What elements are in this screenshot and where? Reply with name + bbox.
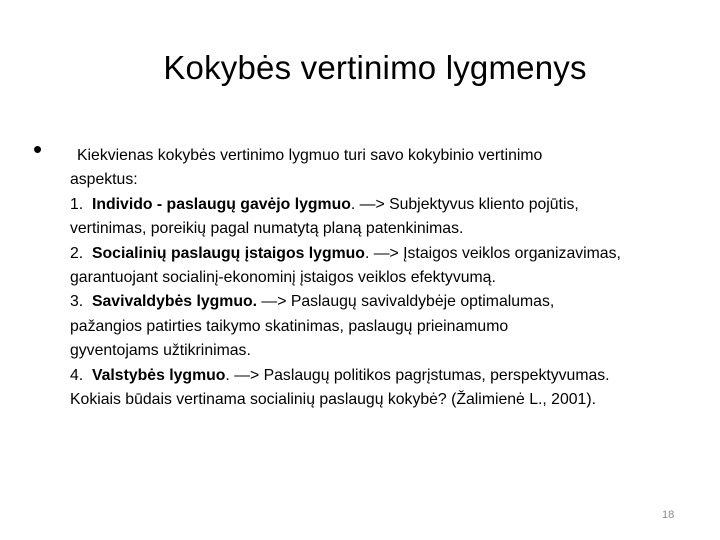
item-3-text: —> Paslaugų savivaldybėje optimalumas, <box>257 293 555 311</box>
intro-line-2: aspektus: <box>70 171 138 189</box>
item-2-line <box>70 242 710 266</box>
item-1-number: 1. <box>70 195 84 213</box>
bullet-dot: • <box>33 134 43 164</box>
item-3-continuation-2: gyventojams užtikrinimas. <box>70 342 251 360</box>
item-1-label: Individo - paslaugų gavėjo lygmuo <box>91 195 351 213</box>
item-1-text: . —> Subjektyvus kliento pojūtis, <box>350 195 579 213</box>
item-2-text: . —> Įstaigos veiklos organizavimas, <box>364 244 621 262</box>
item-2-number: 2. <box>70 244 84 262</box>
item-4-label: Valstybės lygmuo <box>91 366 226 384</box>
intro-line-1: Kiekvienas kokybės vertinimo lygmuo turi savo kokybinio vertinimo <box>77 147 543 164</box>
bullet-text <box>70 144 710 412</box>
item-4-number: 4. <box>70 366 84 384</box>
item-1-continuation: vertinimas, poreikių pagal numatytą planą patenkinimas. <box>70 220 464 238</box>
item-3-line <box>70 290 710 314</box>
item-3-continuation-1: pažangios patirties taikymo skatinimas, paslaugų prieinamumo <box>70 317 509 335</box>
item-2-label: Socialinių paslaugų įstaigos lygmuo <box>91 244 365 262</box>
item-2-continuation: garantuojant socialinį-ekonominį įstaigos veiklos efektyvumą. <box>70 269 496 287</box>
item-4-text: . —> Paslaugų politikos pagrįstumas, perspektyvumas. <box>225 366 610 384</box>
item-3-label: Savivaldybės lygmuo. <box>91 293 258 311</box>
item-1-line <box>70 193 710 217</box>
item-3-number: 3. <box>70 293 84 311</box>
slide-title: Kokybės vertinimo lygmenys <box>163 49 587 86</box>
closing-question: Kokiais būdais vertinama socialinių paslaugų kokybė? (Žalimienė L., 2001). <box>70 391 596 409</box>
page-number: 18 <box>662 509 675 521</box>
item-4-line <box>70 364 710 388</box>
